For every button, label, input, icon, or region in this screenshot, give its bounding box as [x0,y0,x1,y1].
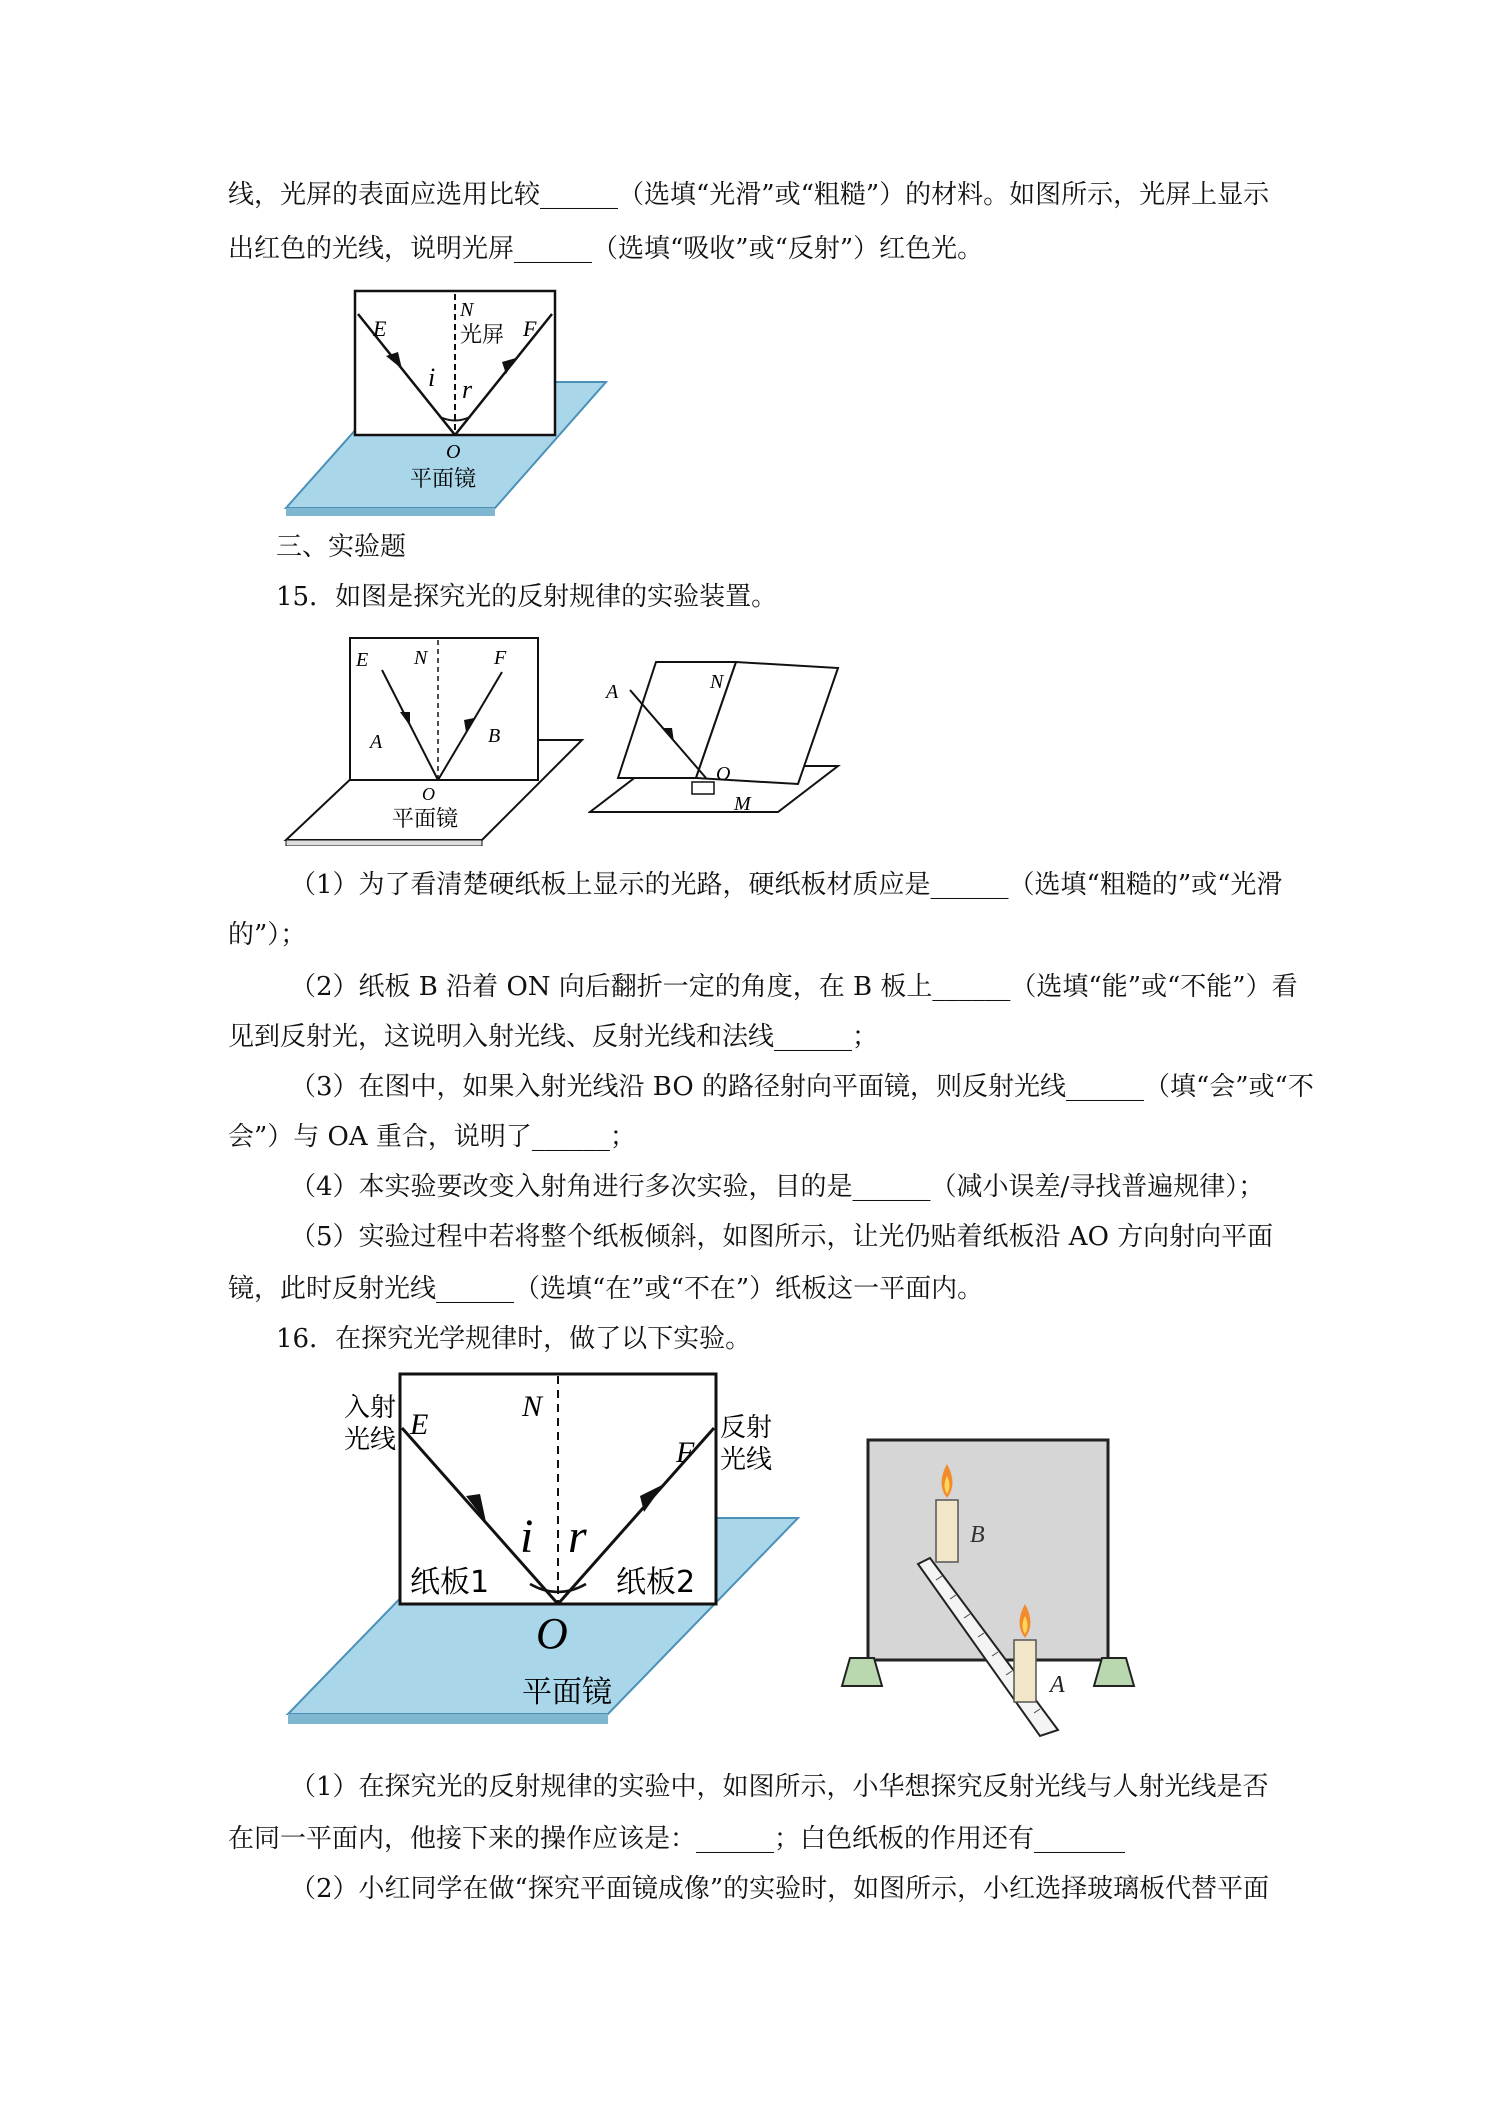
label-board-1: 纸板1 [410,1565,490,1600]
label-e: E [410,1408,429,1441]
label-b: B [488,725,501,747]
label-i: i [428,363,436,392]
question-16-part1-cont: 在同一平面内，他接下来的操作应该是：______；白色纸板的作用还有_______ [228,1824,1126,1854]
question-16: 16．在探究光学规律时，做了以下实验。 [276,1324,752,1354]
label-reflected-2: 光线 [720,1445,773,1475]
label-o: O [422,784,435,804]
question-15-part1: （1）为了看清楚硬纸板上显示的光路，硬纸板材质应是______（选填“粗糙的”或“光滑 [290,870,1283,900]
label-incident-2: 光线 [344,1425,397,1455]
label-o: O [716,763,731,785]
mirror-edge [286,508,495,516]
label-m: M [734,793,751,815]
right-angle-mark [692,782,714,794]
label-e: E [373,316,387,341]
label-mirror: 平面镜 [392,807,459,832]
label-mirror: 平面镜 [522,1675,612,1710]
reflection-boards-figure [286,1372,804,1732]
question-15-part3: （3）在图中，如果入射光线沿 BO 的路径射向平面镜，则反射光线______（填“会”或“不 [290,1072,1314,1102]
label-n: N [414,647,428,669]
reflection-setup-figure [282,636,592,846]
label-f: F [494,647,507,669]
text-line: 线，光屏的表面应选用比较______（选填“光滑”或“粗糙”）的材料。如图所示，光屏上显示 [228,180,1270,210]
label-n: N [460,299,474,321]
label-r: r [568,1510,587,1563]
label-o: O [536,1609,568,1658]
label-i: i [520,1510,534,1563]
text-line: 出红色的光线，说明光屏______（选填“吸收”或“反射”）红色光。 [228,234,984,264]
label-a: A [1050,1672,1065,1698]
stand-right [1094,1658,1134,1686]
light-screen [355,291,555,435]
question-15-part5-cont: 镜，此时反射光线______（选填“在”或“不在”）纸板这一平面内。 [228,1274,984,1304]
question-15-part1-cont: 的”）； [228,920,307,950]
question-16-part1: （1）在探究光的反射规律的实验中，如图所示，小华想探究反射光线与人射光线是否 [290,1772,1269,1802]
label-f: F [676,1436,695,1469]
question-15-part2-cont: 见到反射光，这说明入射光线、反射光线和法线______； [228,1022,879,1052]
question-15-part2: （2）纸板 B 沿着 ON 向后翻折一定的角度，在 B 板上______（选填“能”或“不能”）看 [290,972,1298,1002]
label-n: N [710,671,724,693]
label-screen: 光屏 [460,323,505,348]
label-e: E [356,649,369,671]
paper-board [350,638,538,780]
question-15-part5: （5）实验过程中若将整个纸板倾斜，如图所示，让光仍贴着纸板沿 AO 方向射向平面 [290,1222,1274,1252]
stand-left [842,1658,882,1686]
label-a: A [370,731,383,753]
label-a: A [606,681,619,703]
label-mirror: 平面镜 [410,467,477,492]
tilted-board-figure [588,660,852,820]
label-r: r [462,375,473,404]
candle-a [1014,1640,1036,1702]
mirror-imaging-figure [840,1432,1136,1738]
question-15-part3-cont: 会”）与 OA 重合，说明了______； [228,1122,636,1152]
question-15: 15．如图是探究光的反射规律的实验装置。 [276,582,778,612]
light-screen-figure [280,286,620,516]
mirror-edge [288,1714,608,1724]
label-incident-1: 入射 [344,1393,397,1423]
label-board-2: 纸板2 [616,1565,696,1600]
candle-b [936,1500,958,1562]
label-o: O [446,441,461,463]
glass-plate [868,1440,1108,1660]
question-16-part2: （2）小红同学在做“探究平面镜成像”的实验时，如图所示，小红选择玻璃板代替平面 [290,1874,1270,1904]
label-f: F [523,316,537,341]
label-b: B [970,1522,985,1548]
label-n: N [522,1390,543,1423]
section-title: 三、实验题 [276,532,407,562]
label-reflected-1: 反射 [720,1413,773,1443]
question-15-part4: （4）本实验要改变入射角进行多次实验，目的是______（减小误差/寻找普遍规律）； [290,1172,1265,1202]
